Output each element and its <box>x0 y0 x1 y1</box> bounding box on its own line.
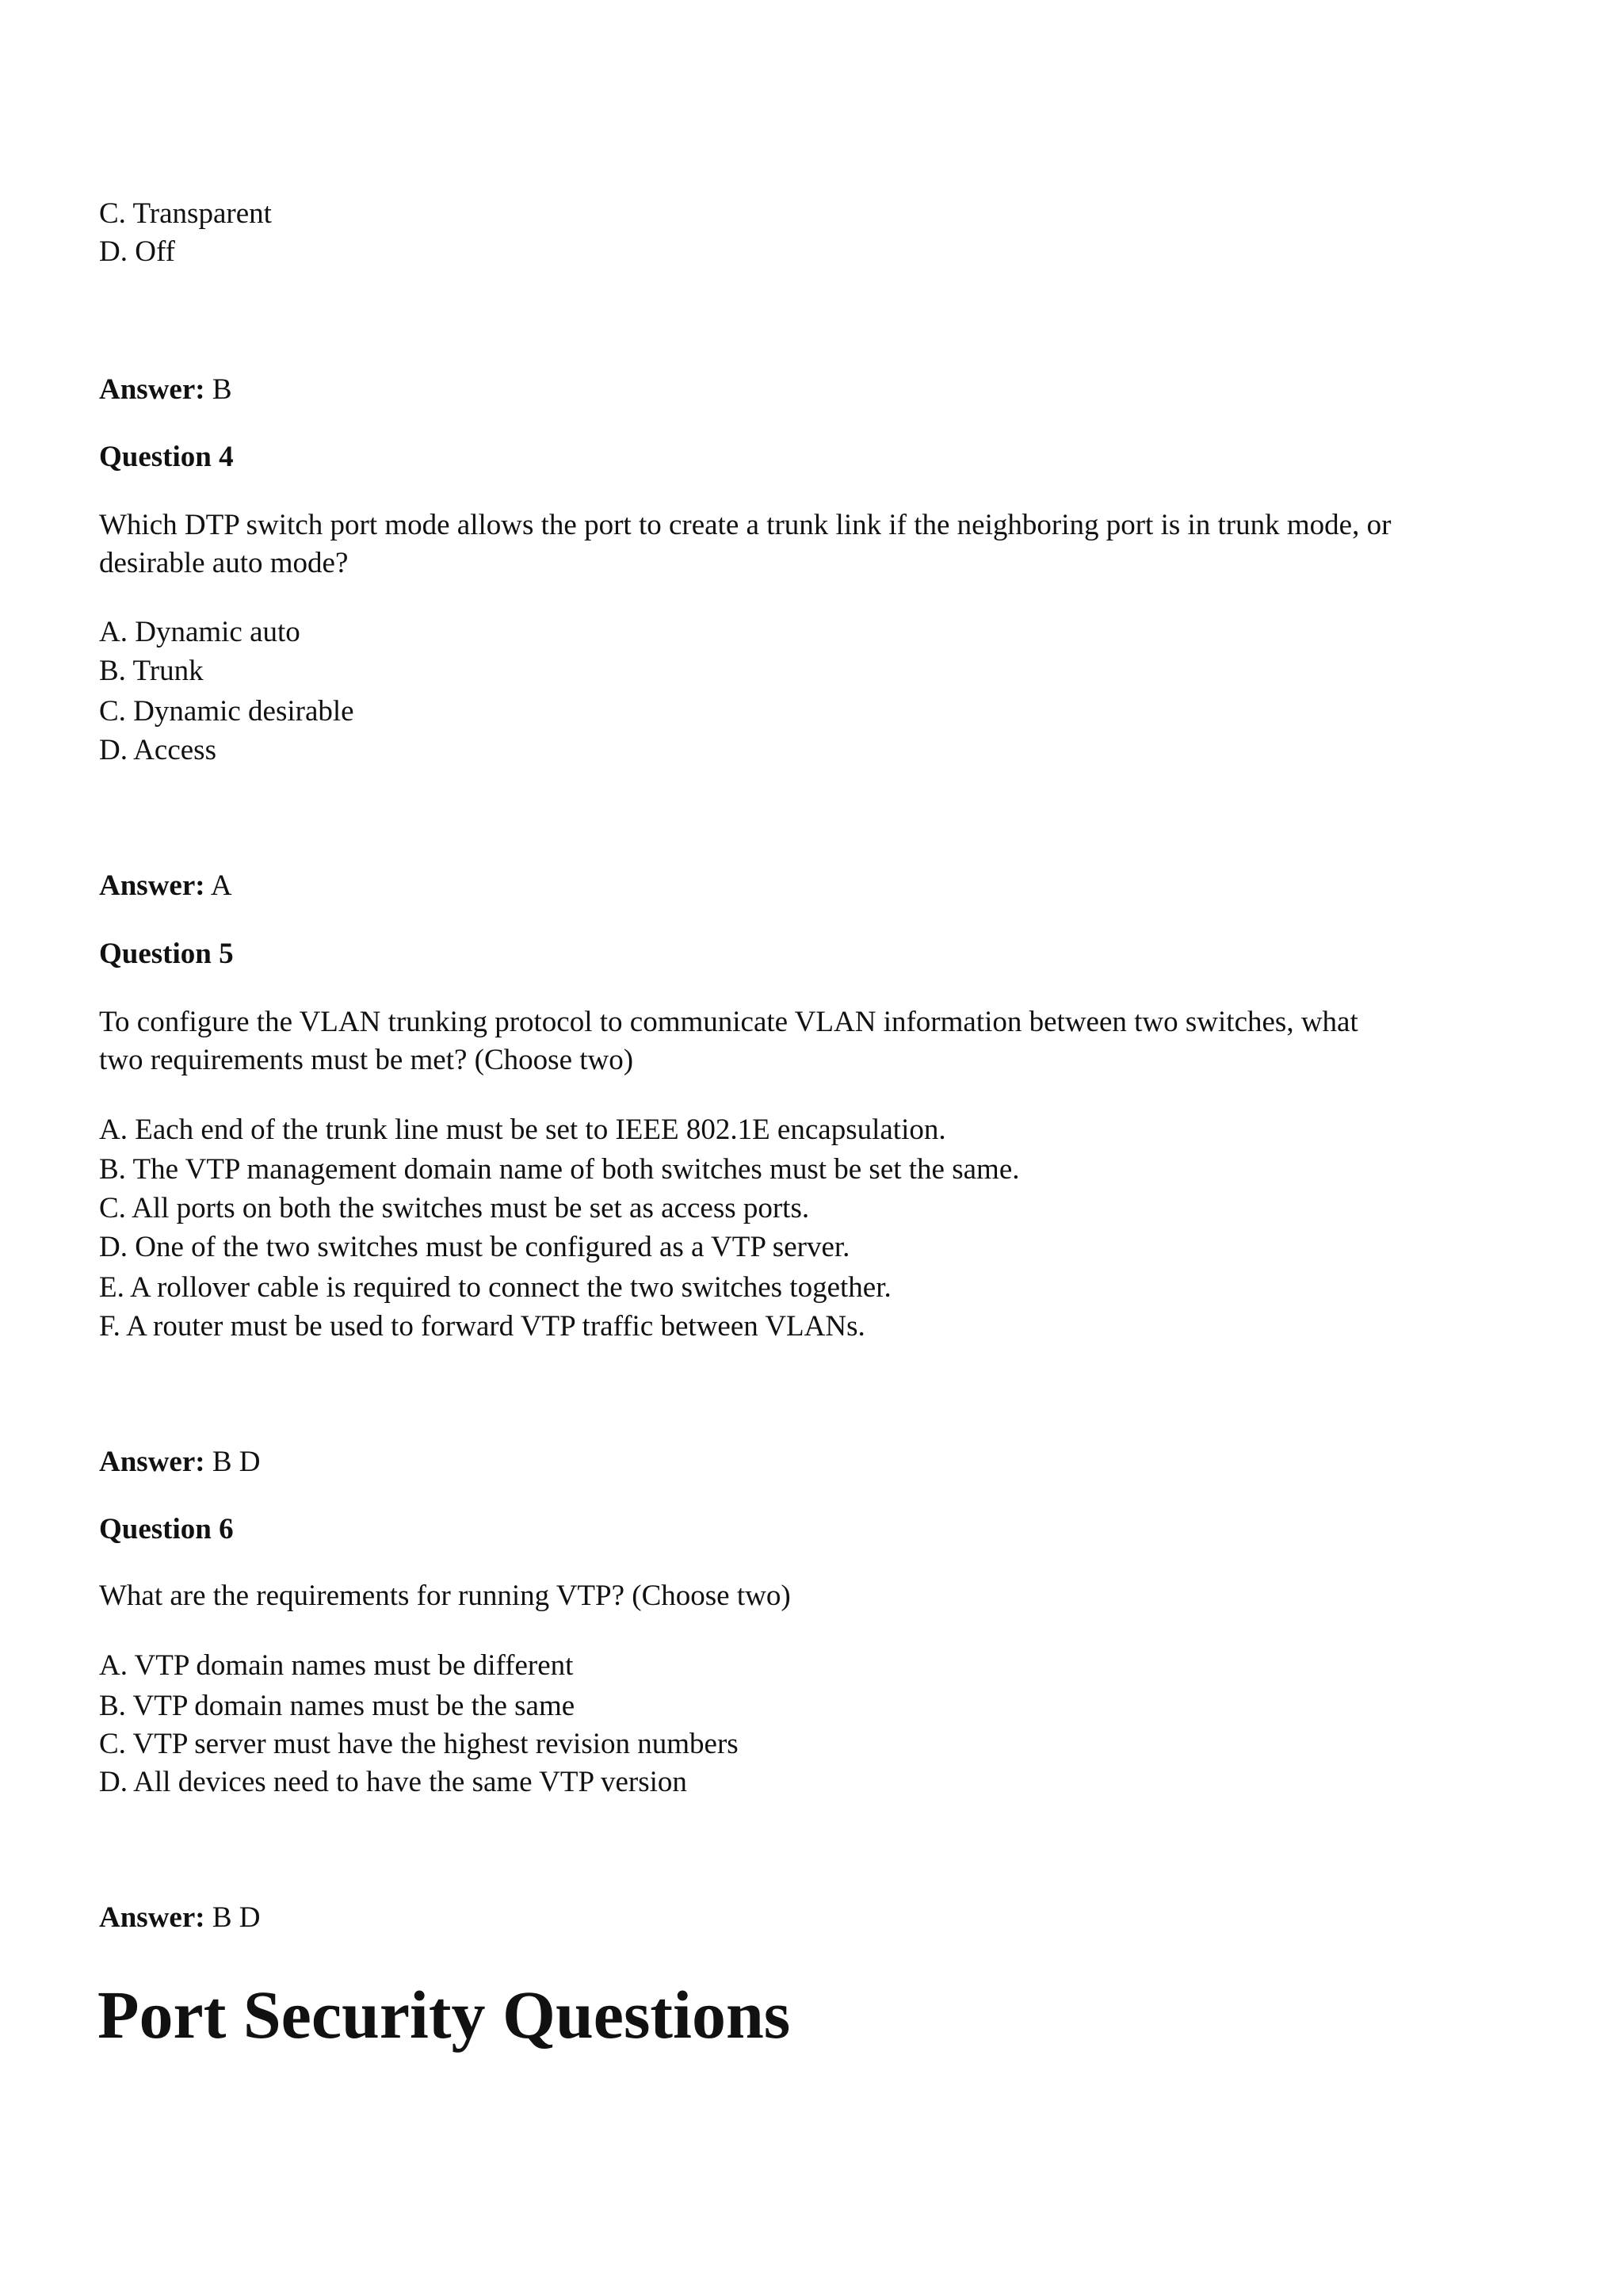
q3-option-d: D. Off <box>99 235 175 268</box>
q3-option-c: C. Transparent <box>99 197 272 230</box>
q6-option-d: D. All devices need to have the same VTP version <box>99 1766 687 1798</box>
answer-label: Answer: <box>99 1446 205 1478</box>
section-heading: Port Security Questions <box>97 1977 791 2053</box>
q5-option-b: B. The VTP management domain name of both switches must be set the same. <box>99 1153 1020 1186</box>
answer-value: A <box>210 869 232 902</box>
q5-title: Question 5 <box>99 938 234 970</box>
answer-value: B <box>212 373 232 406</box>
q6-option-a: A. VTP domain names must be different <box>99 1649 574 1682</box>
q5-option-d: D. One of the two switches must be configured as a VTP server. <box>99 1231 850 1263</box>
q5-option-a: A. Each end of the trunk line must be set to IEEE 802.1E encapsulation. <box>99 1114 946 1146</box>
q5-text-line-2: two requirements must be met? (Choose two) <box>99 1044 634 1076</box>
answer-value: B D <box>212 1446 261 1478</box>
answer-value: B D <box>212 1901 261 1934</box>
q6-title: Question 6 <box>99 1513 234 1545</box>
q6-text-line-1: What are the requirements for running VTP? (Choose two) <box>99 1580 791 1612</box>
q5-option-f: F. A router must be used to forward VTP traffic between VLANs. <box>99 1310 865 1343</box>
q4-option-d: D. Access <box>99 734 216 766</box>
q6-answer <box>99 1901 261 1935</box>
answer-label: Answer: <box>99 869 205 902</box>
q4-option-a: A. Dynamic auto <box>99 616 300 648</box>
q3-answer <box>99 372 232 407</box>
q4-option-c: C. Dynamic desirable <box>99 695 354 728</box>
q5-option-c: C. All ports on both the switches must be set as access ports. <box>99 1192 810 1224</box>
answer-label: Answer: <box>99 1901 205 1934</box>
q6-option-b: B. VTP domain names must be the same <box>99 1690 575 1722</box>
q4-text-line-2: desirable auto mode? <box>99 547 349 579</box>
answer-label: Answer: <box>99 373 205 406</box>
q4-option-b: B. Trunk <box>99 655 204 687</box>
q5-answer <box>99 1445 261 1480</box>
q6-option-c: C. VTP server must have the highest revision numbers <box>99 1728 739 1760</box>
q5-text-line-1: To configure the VLAN trunking protocol to communicate VLAN information between two switches, what <box>99 1006 1358 1038</box>
q4-answer <box>99 869 232 904</box>
q4-text-line-1: Which DTP switch port mode allows the port to create a trunk link if the neighboring port is in trunk mode, or <box>99 509 1392 541</box>
q4-title: Question 4 <box>99 441 234 473</box>
q5-option-e: E. A rollover cable is required to connect the two switches together. <box>99 1271 892 1304</box>
